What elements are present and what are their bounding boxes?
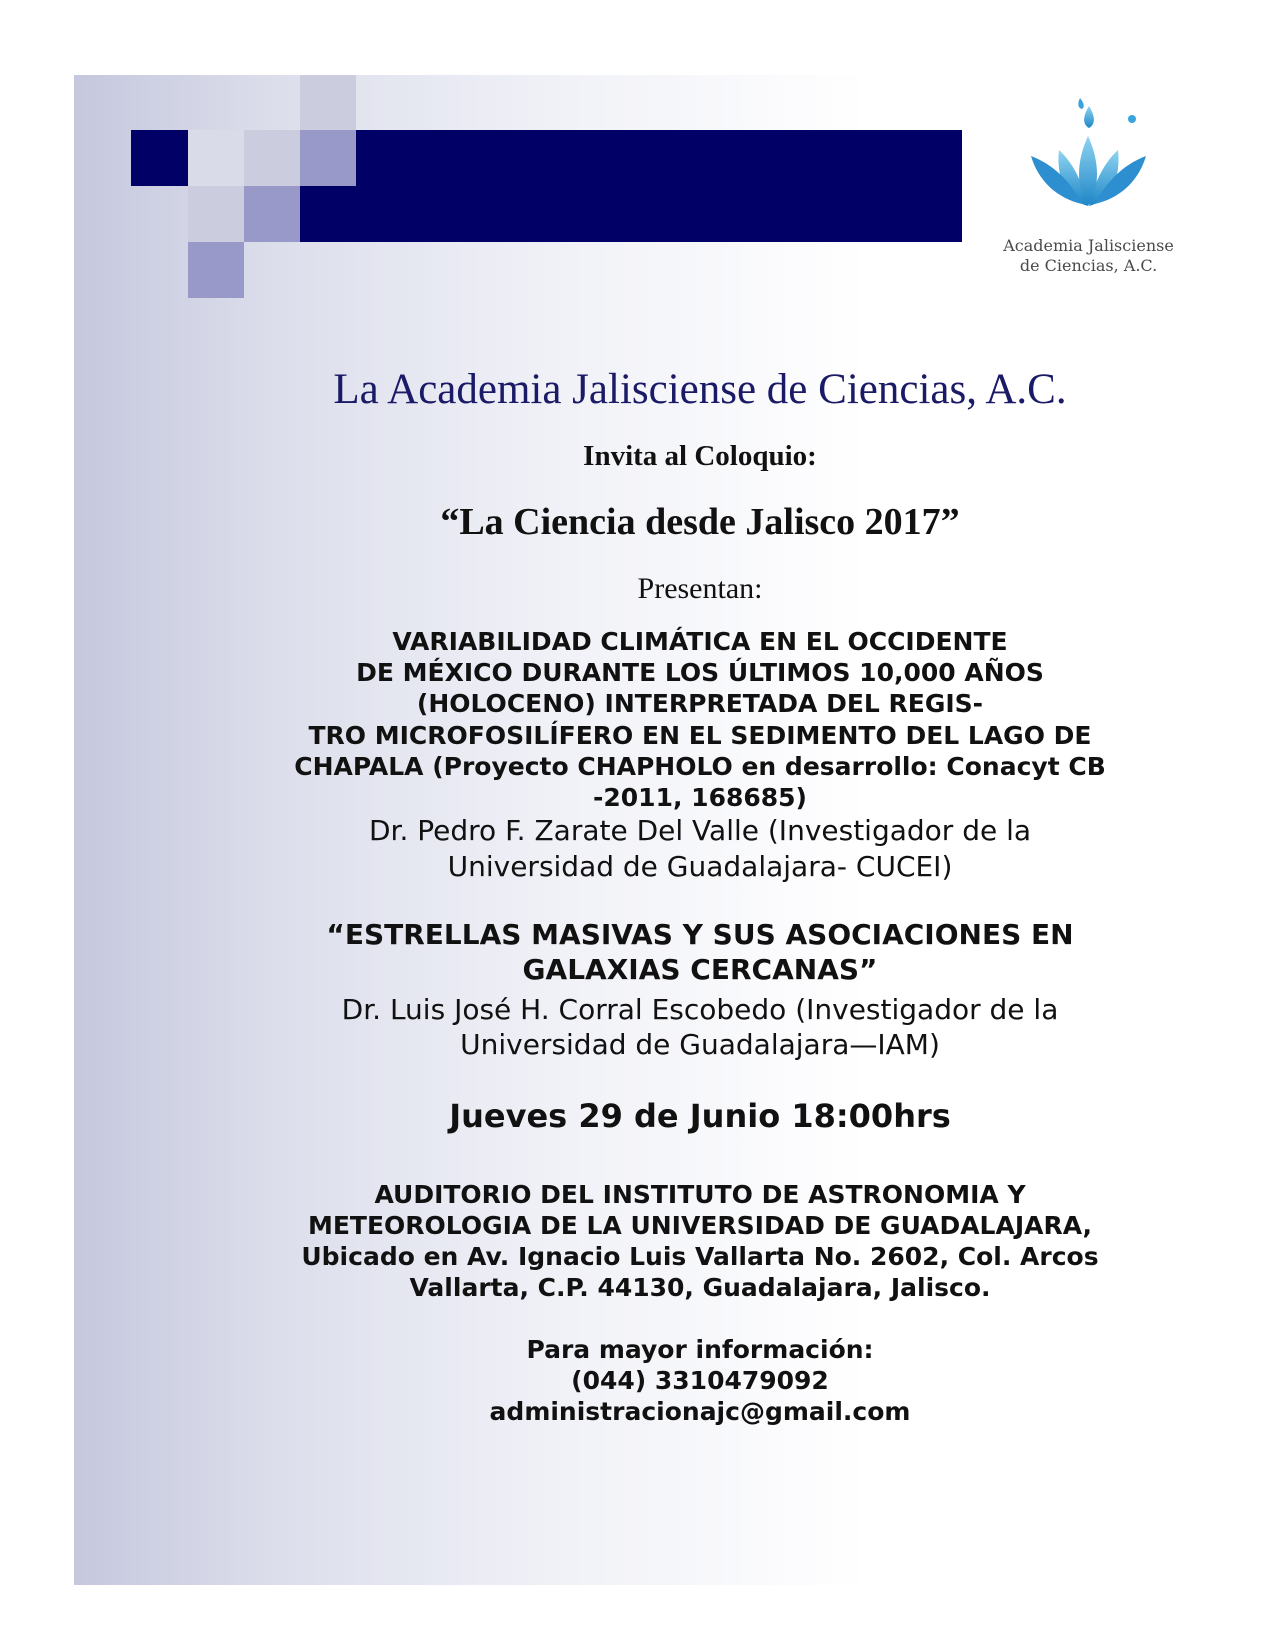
venue-line: Ubicado en Av. Ignacio Luis Vallarta No. 2602, Col. Arcos [301, 1242, 1099, 1271]
venue-line: Vallarta, C.P. 44130, Guadalajara, Jalisco. [409, 1273, 991, 1302]
deco-square [188, 242, 244, 298]
deco-square [188, 130, 244, 186]
deco-square [300, 130, 356, 186]
invite-text: Invita al Coloquio: [583, 440, 817, 472]
contact-phone: (044) 3310479092 [571, 1366, 829, 1395]
talk-1-title-line: -2011, 168685) [593, 783, 807, 812]
contact-heading: Para mayor información: [526, 1335, 874, 1364]
talk-1-speaker-line: Dr. Pedro F. Zarate Del Valle (Investigador de la [368, 814, 1032, 847]
talk-1-title-line: DE MÉXICO DURANTE LOS ÚLTIMOS 10,000 AÑOS [356, 658, 1044, 687]
contact-email[interactable]: administracionajc@gmail.com [489, 1397, 911, 1426]
event-date: Jueves 29 de Junio 18:00hrs [449, 1097, 951, 1135]
logo-text-line-2: de Ciencias, A.C. [1019, 256, 1158, 275]
venue-line: AUDITORIO DEL INSTITUTO DE ASTRONOMIA Y [374, 1180, 1026, 1209]
talk-1-speaker-line: Universidad de Guadalajara- CUCEI) [447, 850, 953, 883]
talk-1-title-line: TRO MICROFOSILÍFERO EN EL SEDIMENTO DEL LAGO DE [308, 721, 1092, 750]
org-title: La Academia Jalisciense de Ciencias, A.C. [333, 366, 1067, 413]
deco-square [300, 75, 356, 131]
academy-logo [977, 82, 1200, 295]
talk-2-speaker-line: Dr. Luis José H. Corral Escobedo (Investigador de la [341, 993, 1059, 1026]
deco-square [188, 186, 244, 242]
talk-1-title-line: (HOLOCENO) INTERPRETADA DEL REGIS- [416, 689, 984, 718]
presentan-text: Presentan: [637, 572, 763, 605]
venue-line: METEOROLOGIA DE LA UNIVERSIDAD DE GUADALAJARA, [307, 1211, 1093, 1240]
talk-1-title-line: VARIABILIDAD CLIMÁTICA EN EL OCCIDENTE [392, 627, 1008, 656]
talk-1-title-line: CHAPALA (Proyecto CHAPHOLO en desarrollo: Conacyt CB [294, 752, 1106, 781]
talk-2-speaker-line: Universidad de Guadalajara—IAM) [460, 1028, 940, 1061]
deco-square [244, 130, 300, 186]
header-navy-bar [300, 130, 962, 242]
deco-square [244, 186, 300, 242]
event-title: “La Ciencia desde Jalisco 2017” [440, 501, 960, 543]
deco-square [131, 130, 188, 186]
logo-text-line-1: Academia Jalisciense [1003, 236, 1174, 255]
blue-lotus-drop-icon [1022, 94, 1155, 209]
talk-2-title-line: “ESTRELLAS MASIVAS Y SUS ASOCIACIONES EN [326, 918, 1074, 951]
talk-2-title-line: GALAXIAS CERCANAS” [522, 953, 878, 986]
